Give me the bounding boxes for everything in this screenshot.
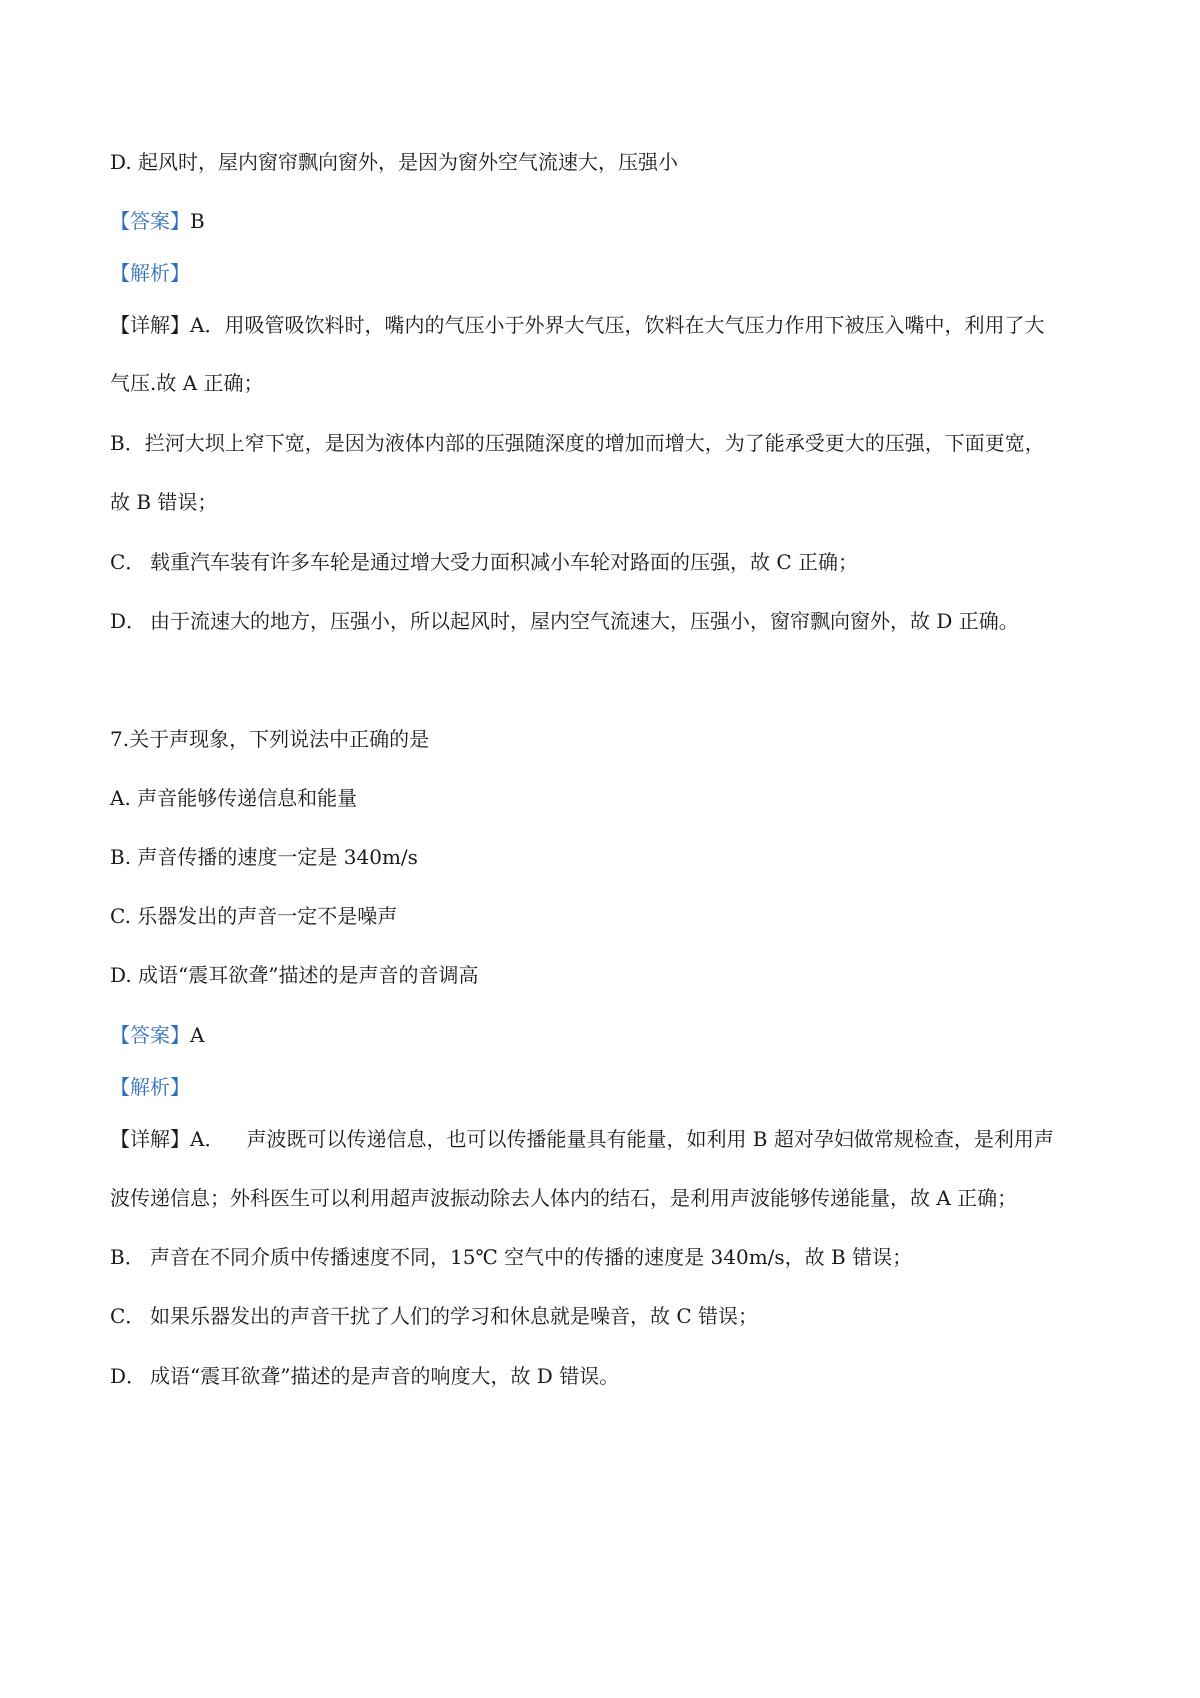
q6-answer-label: 【答案】: [110, 209, 190, 233]
q7-detail-d-text: 成语“震耳欲聋”描述的是声音的响度大，故 D 错误。: [150, 1364, 620, 1388]
q7-detail-b-text: 声音在不同介质中传播速度不同，15℃ 空气中的传播的速度是 340m/s，故 B 错误；: [150, 1245, 913, 1269]
q6-answer: [110, 207, 1110, 235]
q6-detail-c-text: 载重汽车装有许多车轮是通过增大受力面积减小车轮对路面的压强，故 C 正确；: [150, 550, 859, 574]
q7-answer-value: A: [190, 1023, 205, 1047]
q7-detail-a-line2: 波传递信息；外科医生可以利用超声波振动除去人体内的结石，是利用声波能够传递能量，故 A 正确；: [110, 1186, 1018, 1210]
q6-detail-d: [110, 607, 1110, 635]
q7-detail-c-prefix: C．: [110, 1304, 146, 1328]
q6-detail-a-line2: 气压.故 A 正确；: [110, 371, 264, 395]
q7-answer-label: 【答案】: [110, 1023, 190, 1047]
q7-answer: [110, 1021, 1110, 1049]
q6-detail-b-line2: 故 B 错误；: [110, 490, 218, 514]
q6-option-d: D. 起风时，屋内窗帘飘向窗外，是因为窗外空气流速大，压强小: [110, 150, 679, 174]
q6-detail-c-prefix: C．: [110, 550, 146, 574]
q7-detail-d: [110, 1362, 1110, 1390]
q7-option-c: C. 乐器发出的声音一定不是噪声: [110, 904, 398, 928]
q6-detail-b-line1: B．拦河大坝上窄下宽，是因为液体内部的压强随深度的增加而增大，为了能承受更大的压强，下面更宽，: [110, 431, 1045, 455]
q6-detail-c: [110, 548, 1110, 576]
q6-analysis-label: 【解析】: [110, 261, 190, 285]
q7-detail-a-text1: 声波既可以传递信息，也可以传播能量具有能量，如利用 B 超对孕妇做常规检查，是利用声: [246, 1127, 1054, 1151]
q7-detail-c: [110, 1302, 1110, 1330]
q7-detail-a-prefix: A．: [190, 1127, 225, 1151]
q7-analysis-label: 【解析】: [110, 1075, 190, 1099]
q7-detail-b: [110, 1243, 1110, 1271]
q7-detail-b-prefix: B．: [110, 1245, 145, 1269]
q7-detail-label: 【详解】: [110, 1127, 190, 1151]
q6-detail-d-text: 由于流速大的地方，压强小，所以起风时，屋内空气流速大，压强小，窗帘飘向窗外，故 D 正确。: [150, 609, 1019, 633]
q7-detail-c-text: 如果乐器发出的声音干扰了人们的学习和休息就是噪音，故 C 错误；: [150, 1304, 759, 1328]
q6-detail-d-prefix: D．: [110, 609, 147, 633]
q7-detail-d-prefix: D．: [110, 1364, 147, 1388]
q7-stem: 7.关于声现象，下列说法中正确的是: [110, 727, 430, 751]
q7-option-d: D. 成语“震耳欲聋”描述的是声音的音调高: [110, 963, 479, 987]
q7-option-a: A. 声音能够传递信息和能量: [110, 786, 358, 810]
q6-detail-a-line1: [110, 311, 1110, 339]
q6-answer-value: B: [190, 209, 205, 233]
q7-option-b: B. 声音传播的速度一定是 340m/s: [110, 845, 418, 869]
q7-detail-a-line1: [110, 1125, 1110, 1153]
q6-detail-label: 【详解】: [110, 313, 190, 337]
q6-detail-a-text1: A．用吸管吸饮料时，嘴内的气压小于外界大气压，饮料在大气压力作用下被压入嘴中，利用了大: [190, 313, 1045, 337]
